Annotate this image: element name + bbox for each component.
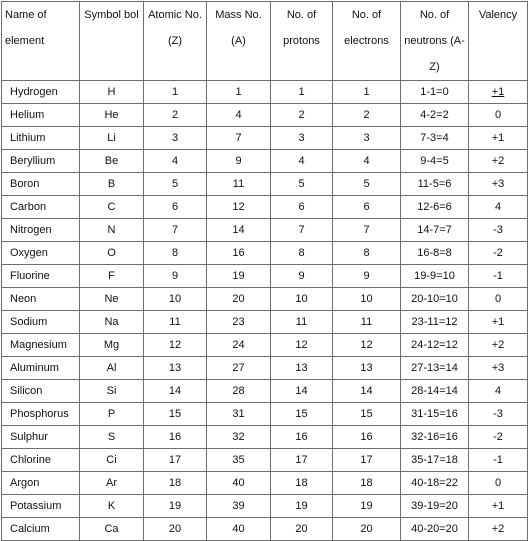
cell-neutrons: 32-16=16 xyxy=(401,426,469,449)
cell-element-name: Calcium xyxy=(2,518,80,541)
cell-valency: 0 xyxy=(469,104,528,127)
header-atomic-no: Atomic No. (Z) xyxy=(144,2,207,81)
cell-valency: +1 xyxy=(469,127,528,150)
cell-electrons: 1 xyxy=(333,81,401,104)
cell-mass-no: 40 xyxy=(207,472,271,495)
cell-neutrons: 4-2=2 xyxy=(401,104,469,127)
cell-valency: +2 xyxy=(469,150,528,173)
cell-mass-no: 11 xyxy=(207,173,271,196)
header-symbol: Symbol bol xyxy=(80,2,144,81)
cell-electrons: 14 xyxy=(333,380,401,403)
cell-atomic-no: 10 xyxy=(144,288,207,311)
cell-element-name: Lithium xyxy=(2,127,80,150)
cell-electrons: 9 xyxy=(333,265,401,288)
cell-neutrons: 40-20=20 xyxy=(401,518,469,541)
cell-symbol: K xyxy=(80,495,144,518)
cell-symbol: Na xyxy=(80,311,144,334)
cell-neutrons: 1-1=0 xyxy=(401,81,469,104)
header-no-of-neutrons: No. of neutrons (A-Z) xyxy=(401,2,469,81)
cell-protons: 15 xyxy=(271,403,333,426)
cell-protons: 16 xyxy=(271,426,333,449)
table-row xyxy=(2,150,528,173)
cell-atomic-no: 8 xyxy=(144,242,207,265)
table-row xyxy=(2,311,528,334)
cell-atomic-no: 1 xyxy=(144,81,207,104)
cell-electrons: 17 xyxy=(333,449,401,472)
table-row xyxy=(2,242,528,265)
table-row xyxy=(2,219,528,242)
table-row xyxy=(2,472,528,495)
cell-protons: 19 xyxy=(271,495,333,518)
cell-mass-no: 27 xyxy=(207,357,271,380)
cell-protons: 17 xyxy=(271,449,333,472)
cell-mass-no: 20 xyxy=(207,288,271,311)
cell-protons: 20 xyxy=(271,518,333,541)
cell-neutrons: 9-4=5 xyxy=(401,150,469,173)
table-row xyxy=(2,380,528,403)
cell-valency: -2 xyxy=(469,426,528,449)
cell-valency: 0 xyxy=(469,472,528,495)
cell-symbol: N xyxy=(80,219,144,242)
cell-atomic-no: 15 xyxy=(144,403,207,426)
cell-element-name: Silicon xyxy=(2,380,80,403)
cell-valency: -2 xyxy=(469,242,528,265)
table-header xyxy=(2,2,528,81)
cell-mass-no: 28 xyxy=(207,380,271,403)
cell-protons: 1 xyxy=(271,81,333,104)
cell-mass-no: 9 xyxy=(207,150,271,173)
cell-protons: 12 xyxy=(271,334,333,357)
cell-neutrons: 16-8=8 xyxy=(401,242,469,265)
cell-atomic-no: 4 xyxy=(144,150,207,173)
cell-symbol: P xyxy=(80,403,144,426)
table-row xyxy=(2,426,528,449)
cell-symbol: F xyxy=(80,265,144,288)
table-row xyxy=(2,357,528,380)
cell-element-name: Chlorine xyxy=(2,449,80,472)
cell-electrons: 18 xyxy=(333,472,401,495)
cell-protons: 3 xyxy=(271,127,333,150)
cell-electrons: 10 xyxy=(333,288,401,311)
cell-atomic-no: 9 xyxy=(144,265,207,288)
table-body xyxy=(2,81,528,541)
cell-atomic-no: 7 xyxy=(144,219,207,242)
cell-protons: 10 xyxy=(271,288,333,311)
cell-symbol: S xyxy=(80,426,144,449)
header-name-of-element: Name of element xyxy=(2,2,80,81)
cell-protons: 14 xyxy=(271,380,333,403)
cell-atomic-no: 12 xyxy=(144,334,207,357)
header-row xyxy=(2,2,528,81)
header-valency: Valency xyxy=(469,2,528,81)
cell-element-name: Helium xyxy=(2,104,80,127)
table-row xyxy=(2,403,528,426)
cell-valency: 4 xyxy=(469,196,528,219)
cell-element-name: Fluorine xyxy=(2,265,80,288)
cell-symbol: C xyxy=(80,196,144,219)
cell-electrons: 7 xyxy=(333,219,401,242)
cell-symbol: Ar xyxy=(80,472,144,495)
cell-electrons: 4 xyxy=(333,150,401,173)
cell-valency: -3 xyxy=(469,403,528,426)
cell-element-name: Argon xyxy=(2,472,80,495)
cell-valency: 0 xyxy=(469,288,528,311)
cell-neutrons: 23-11=12 xyxy=(401,311,469,334)
cell-atomic-no: 13 xyxy=(144,357,207,380)
cell-symbol: Ne xyxy=(80,288,144,311)
cell-mass-no: 31 xyxy=(207,403,271,426)
cell-neutrons: 20-10=10 xyxy=(401,288,469,311)
cell-atomic-no: 14 xyxy=(144,380,207,403)
cell-mass-no: 40 xyxy=(207,518,271,541)
cell-neutrons: 27-13=14 xyxy=(401,357,469,380)
cell-mass-no: 7 xyxy=(207,127,271,150)
cell-protons: 2 xyxy=(271,104,333,127)
cell-element-name: Oxygen xyxy=(2,242,80,265)
table-row xyxy=(2,104,528,127)
cell-electrons: 12 xyxy=(333,334,401,357)
cell-protons: 7 xyxy=(271,219,333,242)
cell-atomic-no: 6 xyxy=(144,196,207,219)
cell-mass-no: 14 xyxy=(207,219,271,242)
cell-element-name: Phosphorus xyxy=(2,403,80,426)
cell-electrons: 6 xyxy=(333,196,401,219)
cell-electrons: 3 xyxy=(333,127,401,150)
cell-element-name: Boron xyxy=(2,173,80,196)
elements-table xyxy=(1,1,528,541)
cell-symbol: H xyxy=(80,81,144,104)
table-row xyxy=(2,518,528,541)
cell-element-name: Carbon xyxy=(2,196,80,219)
table-row xyxy=(2,449,528,472)
cell-mass-no: 19 xyxy=(207,265,271,288)
cell-symbol: Li xyxy=(80,127,144,150)
table-row xyxy=(2,334,528,357)
cell-neutrons: 12-6=6 xyxy=(401,196,469,219)
cell-neutrons: 28-14=14 xyxy=(401,380,469,403)
cell-element-name: Nitrogen xyxy=(2,219,80,242)
cell-mass-no: 32 xyxy=(207,426,271,449)
cell-valency: +2 xyxy=(469,518,528,541)
cell-neutrons: 24-12=12 xyxy=(401,334,469,357)
cell-electrons: 19 xyxy=(333,495,401,518)
table-row xyxy=(2,265,528,288)
cell-element-name: Magnesium xyxy=(2,334,80,357)
cell-symbol: Ca xyxy=(80,518,144,541)
cell-protons: 13 xyxy=(271,357,333,380)
cell-protons: 8 xyxy=(271,242,333,265)
cell-atomic-no: 3 xyxy=(144,127,207,150)
cell-valency: +2 xyxy=(469,334,528,357)
table-row xyxy=(2,81,528,104)
cell-mass-no: 4 xyxy=(207,104,271,127)
cell-protons: 11 xyxy=(271,311,333,334)
cell-electrons: 15 xyxy=(333,403,401,426)
cell-electrons: 13 xyxy=(333,357,401,380)
cell-symbol: O xyxy=(80,242,144,265)
cell-electrons: 16 xyxy=(333,426,401,449)
cell-element-name: Hydrogen xyxy=(2,81,80,104)
cell-neutrons: 11-5=6 xyxy=(401,173,469,196)
table-row xyxy=(2,495,528,518)
cell-protons: 5 xyxy=(271,173,333,196)
cell-symbol: Al xyxy=(80,357,144,380)
cell-neutrons: 35-17=18 xyxy=(401,449,469,472)
cell-protons: 18 xyxy=(271,472,333,495)
cell-element-name: Beryllium xyxy=(2,150,80,173)
cell-electrons: 5 xyxy=(333,173,401,196)
cell-valency: -3 xyxy=(469,219,528,242)
cell-neutrons: 40-18=22 xyxy=(401,472,469,495)
cell-element-name: Aluminum xyxy=(2,357,80,380)
cell-protons: 4 xyxy=(271,150,333,173)
table-row xyxy=(2,196,528,219)
cell-element-name: Potassium xyxy=(2,495,80,518)
cell-valency: +3 xyxy=(469,357,528,380)
cell-symbol: Mg xyxy=(80,334,144,357)
cell-mass-no: 12 xyxy=(207,196,271,219)
cell-mass-no: 39 xyxy=(207,495,271,518)
cell-symbol: B xyxy=(80,173,144,196)
cell-atomic-no: 20 xyxy=(144,518,207,541)
cell-neutrons: 19-9=10 xyxy=(401,265,469,288)
cell-valency: +1 xyxy=(469,495,528,518)
cell-valency: 4 xyxy=(469,380,528,403)
cell-mass-no: 16 xyxy=(207,242,271,265)
cell-element-name: Neon xyxy=(2,288,80,311)
cell-mass-no: 24 xyxy=(207,334,271,357)
header-mass-no: Mass No. (A) xyxy=(207,2,271,81)
cell-valency: -1 xyxy=(469,265,528,288)
cell-atomic-no: 5 xyxy=(144,173,207,196)
cell-electrons: 20 xyxy=(333,518,401,541)
cell-valency: -1 xyxy=(469,449,528,472)
table-row xyxy=(2,173,528,196)
cell-valency: +1 xyxy=(469,81,528,104)
table-container xyxy=(1,1,527,537)
cell-element-name: Sulphur xyxy=(2,426,80,449)
header-no-of-electrons: No. of electrons xyxy=(333,2,401,81)
cell-atomic-no: 16 xyxy=(144,426,207,449)
cell-neutrons: 14-7=7 xyxy=(401,219,469,242)
cell-atomic-no: 17 xyxy=(144,449,207,472)
cell-symbol: He xyxy=(80,104,144,127)
cell-electrons: 8 xyxy=(333,242,401,265)
cell-atomic-no: 19 xyxy=(144,495,207,518)
cell-atomic-no: 11 xyxy=(144,311,207,334)
cell-neutrons: 7-3=4 xyxy=(401,127,469,150)
cell-mass-no: 1 xyxy=(207,81,271,104)
cell-protons: 9 xyxy=(271,265,333,288)
cell-electrons: 11 xyxy=(333,311,401,334)
cell-neutrons: 31-15=16 xyxy=(401,403,469,426)
header-no-of-protons: No. of protons xyxy=(271,2,333,81)
cell-electrons: 2 xyxy=(333,104,401,127)
cell-mass-no: 23 xyxy=(207,311,271,334)
cell-mass-no: 35 xyxy=(207,449,271,472)
cell-protons: 6 xyxy=(271,196,333,219)
cell-symbol: Be xyxy=(80,150,144,173)
cell-neutrons: 39-19=20 xyxy=(401,495,469,518)
cell-atomic-no: 2 xyxy=(144,104,207,127)
table-row xyxy=(2,127,528,150)
table-row xyxy=(2,288,528,311)
cell-valency: +3 xyxy=(469,173,528,196)
cell-valency: +1 xyxy=(469,311,528,334)
cell-symbol: Ci xyxy=(80,449,144,472)
cell-atomic-no: 18 xyxy=(144,472,207,495)
cell-element-name: Sodium xyxy=(2,311,80,334)
cell-symbol: Si xyxy=(80,380,144,403)
